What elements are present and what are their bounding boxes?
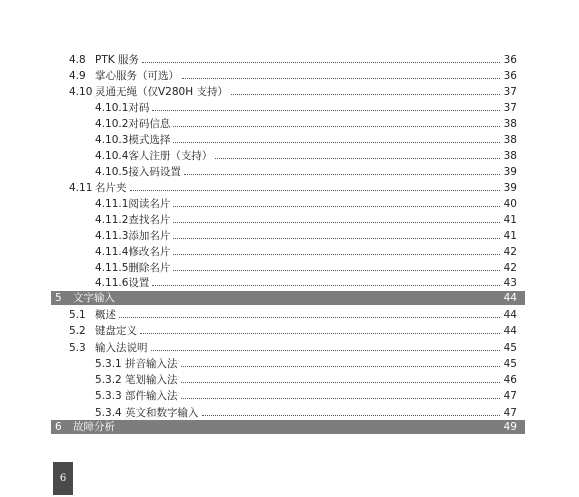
- toc-entry-title: 删除名片: [128, 262, 171, 274]
- dot-leader: [130, 189, 501, 191]
- toc-entry-title: 客人注册（支持）: [128, 150, 213, 162]
- toc-entry-title: 添加名片: [128, 230, 171, 242]
- dot-leader: [181, 397, 501, 399]
- dot-leader: [173, 141, 500, 143]
- toc-entry-number: 4.10.5: [95, 166, 129, 178]
- section-number: 6: [55, 421, 62, 433]
- toc-entry-number: 4.11.4: [95, 246, 129, 258]
- dot-leader: [140, 332, 500, 334]
- toc-entry: [69, 66, 517, 82]
- toc-entry-page: 40: [503, 198, 517, 210]
- dot-leader: [119, 316, 500, 318]
- toc-entry: [95, 146, 517, 162]
- toc-entry: [95, 98, 517, 114]
- toc-entry-page: 44: [503, 325, 517, 337]
- toc-entry-title: 名片夹: [95, 182, 127, 194]
- toc-entry-number: 4.11: [69, 182, 93, 194]
- toc-entry: [95, 210, 517, 226]
- toc-entry-title: 修改名片: [128, 246, 171, 258]
- toc-entry-page: 37: [503, 86, 517, 98]
- toc-entry-number: 4.11.5: [95, 262, 129, 274]
- section-page: 44: [503, 292, 517, 304]
- toc-entry-page: 47: [503, 407, 517, 419]
- toc-entry: [95, 226, 517, 242]
- toc-entry-number: 4.11.1: [95, 198, 129, 210]
- toc-entry-title: 概述: [95, 309, 116, 321]
- page-number-tab: [53, 462, 73, 495]
- toc-entry: [95, 242, 517, 258]
- dot-leader: [173, 253, 500, 255]
- dot-leader: [181, 381, 501, 383]
- dot-leader: [182, 77, 500, 79]
- toc-entry-page: 42: [503, 246, 517, 258]
- toc-entry-page: 45: [503, 358, 517, 370]
- toc-entry-page: 42: [503, 262, 517, 274]
- dot-leader: [184, 173, 500, 175]
- toc-entry-number: 4.11.6: [95, 277, 129, 289]
- toc-entry-title: 对码: [128, 102, 150, 114]
- toc-entry: [95, 162, 517, 178]
- section-title: 文字输入: [73, 292, 115, 304]
- section-header-bar: [51, 420, 525, 434]
- toc-entry-title: 设置: [128, 277, 150, 289]
- toc-entry-page: 39: [503, 182, 517, 194]
- toc-entry-page: 47: [503, 390, 517, 402]
- section-title: 故障分析: [73, 421, 115, 433]
- toc-entry-number: 4.10: [69, 86, 93, 98]
- toc-entry-page: 36: [503, 54, 517, 66]
- dot-leader: [151, 349, 501, 351]
- toc-entry-title: 阅读名片: [128, 198, 171, 210]
- toc-entry-number: 5.3.1: [95, 358, 122, 370]
- toc-entry-page: 36: [503, 70, 517, 82]
- toc-entry: [95, 258, 517, 274]
- toc-entry: [95, 194, 517, 210]
- toc-entry: [95, 403, 517, 419]
- dot-leader: [173, 269, 500, 271]
- toc-entry-page: 41: [503, 230, 517, 242]
- toc-entry-title: 查找名片: [128, 214, 171, 226]
- toc-entry-number: 4.10.1: [95, 102, 129, 114]
- toc-entry-page: 37: [503, 102, 517, 114]
- toc-entry-number: 5.3.4: [95, 407, 122, 419]
- section-number: 5: [55, 292, 62, 304]
- toc-entry: [95, 370, 517, 386]
- toc-entry-number: 4.9: [69, 70, 86, 82]
- toc-entry-number: 5.3.3: [95, 390, 122, 402]
- toc-entry-page: 45: [503, 342, 517, 354]
- dot-leader: [231, 93, 500, 95]
- dot-leader: [173, 221, 500, 223]
- toc-entry-title: 英文和数字输入: [125, 407, 199, 419]
- toc-entry: [95, 114, 517, 130]
- toc-entry-title: 笔划输入法: [125, 374, 178, 386]
- dot-leader: [202, 414, 501, 416]
- toc-entry-title: PTK 服务: [95, 54, 139, 66]
- toc-entry: [95, 354, 517, 370]
- toc-entry-title: 接入码设置: [128, 166, 181, 178]
- toc-entry-page: 44: [503, 309, 517, 321]
- toc-entry-number: 4.10.3: [95, 134, 129, 146]
- toc-entry-number: 4.10.4: [95, 150, 129, 162]
- dot-leader: [152, 109, 500, 111]
- toc-entry: [95, 386, 517, 402]
- toc-entry-title: 输入法说明: [95, 342, 148, 354]
- toc-entry-title: 灵通无绳（仅V280H 支持）: [95, 86, 228, 98]
- dot-leader: [173, 205, 500, 207]
- dot-leader: [152, 284, 500, 286]
- toc-entry-number: 4.11.2: [95, 214, 129, 226]
- toc-entry-number: 4.11.3: [95, 230, 129, 242]
- toc-entry-title: 掌心服务（可选）: [95, 70, 179, 82]
- toc-entry-number: 5.3: [69, 342, 86, 354]
- toc-entry: [95, 273, 517, 289]
- dot-leader: [173, 237, 500, 239]
- toc-entry-number: 5.3.2: [95, 374, 122, 386]
- toc-entry-page: 38: [503, 134, 517, 146]
- toc-entry-title: 拼音输入法: [125, 358, 178, 370]
- toc-entry-number: 4.10.2: [95, 118, 129, 130]
- toc-entry-title: 对码信息: [128, 118, 171, 130]
- toc-entry: [69, 321, 517, 337]
- toc-entry: [69, 178, 517, 194]
- toc-entry: [69, 50, 517, 66]
- toc-entry-title: 模式选择: [128, 134, 171, 146]
- toc-entry-page: 43: [503, 277, 517, 289]
- dot-leader: [173, 125, 500, 127]
- toc-entry: [69, 305, 517, 321]
- toc-entry: [95, 130, 517, 146]
- toc-entry-page: 41: [503, 214, 517, 226]
- toc-entry-title: 键盘定义: [95, 325, 137, 337]
- toc-entry-page: 39: [503, 166, 517, 178]
- toc-entry-number: 5.2: [69, 325, 86, 337]
- toc-entry: [69, 338, 517, 354]
- toc-entry-page: 38: [503, 118, 517, 130]
- toc-entry-number: 5.1: [69, 309, 86, 321]
- dot-leader: [181, 365, 501, 367]
- dot-leader: [142, 61, 500, 63]
- toc-entry-number: 4.8: [69, 54, 86, 66]
- section-header-bar: [51, 291, 525, 305]
- toc-entry-page: 46: [503, 374, 517, 386]
- page-number: 6: [59, 473, 67, 484]
- toc-entry-title: 部件输入法: [125, 390, 178, 402]
- toc-entry-page: 38: [503, 150, 517, 162]
- section-page: 49: [503, 421, 517, 433]
- toc-entry: [69, 82, 517, 98]
- dot-leader: [215, 157, 500, 159]
